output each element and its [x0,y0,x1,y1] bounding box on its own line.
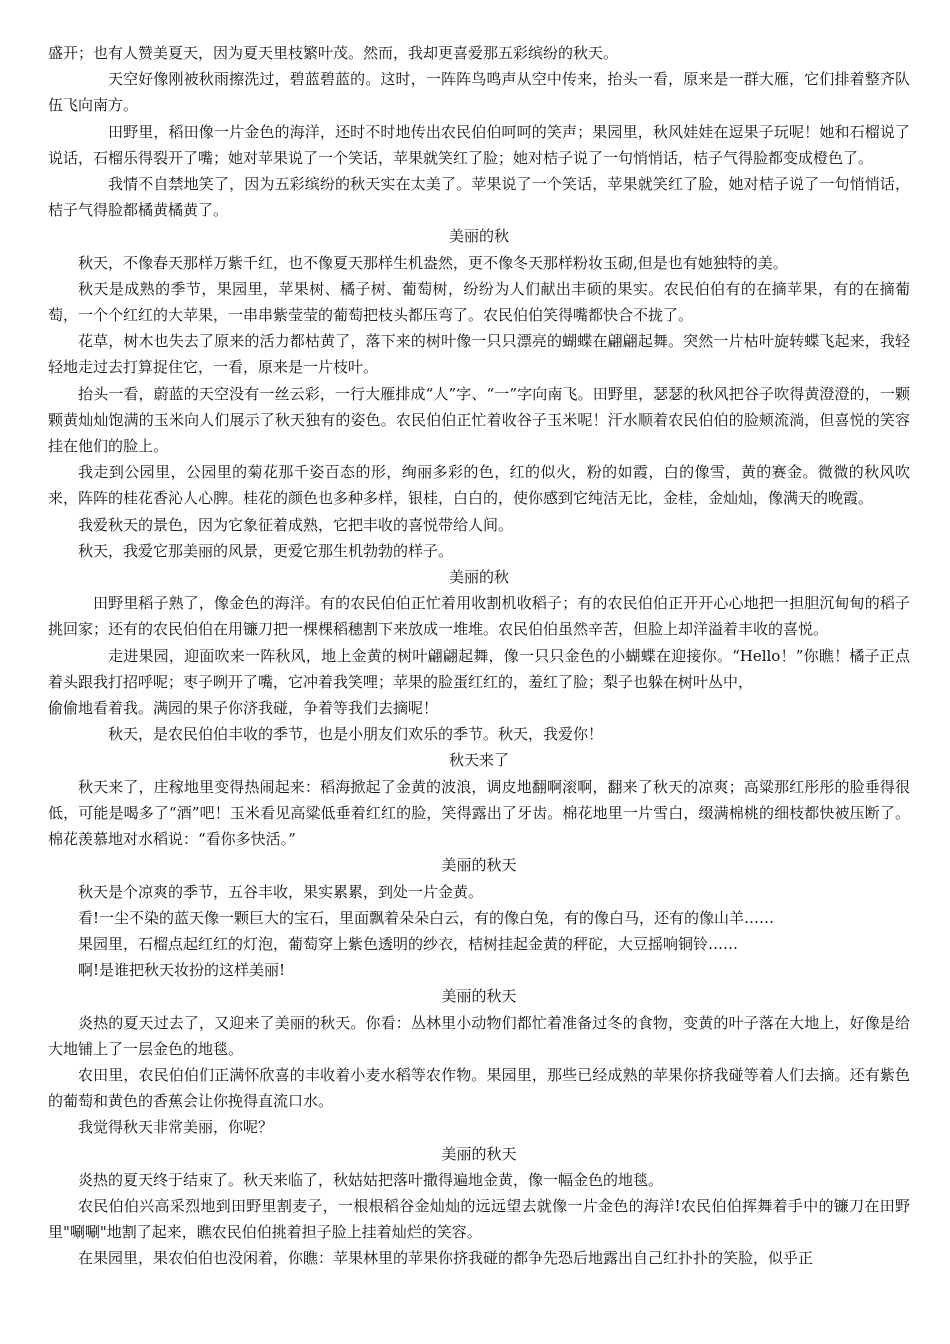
paragraph: 盛开；也有人赞美夏天，因为夏天里枝繁叶茂。然而，我却更喜爱那五彩缤纷的秋天。 [48,44,619,62]
paragraph: 天空好像刚被秋雨擦洗过，碧蓝碧蓝的。这时，一阵阵鸟鸣声从空中传来，抬头一看，原来是一群大雁，它们排着整齐队伍飞向南方。 [48,70,910,115]
paragraph: 我走到公园里，公园里的菊花那千姿百态的形，绚丽多彩的色，红的似火，粉的如霞，白的像雪，黄的赛金。微微的秋风吹来，阵阵的桂花香沁人心脾。桂花的颜色也多种多样，银桂，白白的，使你感到它纯洁无比，金桂，金灿灿，像满天的晚霞。 [48,463,910,508]
paragraph: 果园里，石榴点起红红的灯泡，葡萄穿上紫色透明的纱衣，桔树挂起金黄的秤砣，大豆摇响铜铃…… [78,934,739,953]
paragraph: 秋天来了，庄稼地里变得热闹起来：稻海掀起了金黄的波浪，调皮地翻啊滚啊，翻来了秋天的凉爽；高粱那红彤彤的脸垂得很低，可能是喝多了“酒”吧！玉米看见高粱低垂着红红的脸，笑得露出了牙齿。棉花地里一片雪白，缀满棉桃的细枝都快被压断了。棉花羡慕地对水稻说：“看你多快活。” [48,777,910,849]
section-heading: 美丽的秋天 [441,987,517,1006]
paragraph: 秋天是个凉爽的季节，五谷丰收，果实累累，到处一片金黄。 [78,882,484,901]
section-heading: 美丽的秋 [448,227,509,246]
paragraph: 我觉得秋天非常美丽，你呢？ [78,1118,274,1137]
document-page [48,40,910,1272]
paragraph: 农田里，农民伯伯们正满怀欣喜的丰收着小麦水稻等农作物。果园里，那些已经成熟的苹果你挤我碰等着人们去摘。还有紫色的葡萄和黄色的香蕉会让你挽得直流口水。 [48,1065,910,1111]
paragraph: 炎热的夏天终于结束了。秋天来临了，秋姑姑把落叶撒得遍地金黄，像一幅金色的地毯。 [78,1170,664,1189]
section-heading: 美丽的秋天 [441,1144,517,1163]
paragraph: 田野里稻子熟了，像金色的海洋。有的农民伯伯正忙着用收割机收稻子；有的农民伯伯正开开心心地把一担胆沉甸甸的稻子挑回家；还有的农民伯伯在用镰刀把一棵棵稻穗割下来放成一堆堆。农民伯伯虽然辛苦，但脸上却洋溢着丰收的喜悦。 [48,594,910,639]
section-heading: 美丽的秋 [448,568,509,587]
section-heading: 美丽的秋天 [441,856,517,875]
paragraph: 我情不自禁地笑了，因为五彩缤纷的秋天实在太美了。苹果说了一个笑话，苹果就笑红了脸，她对桔子说了一句悄悄话，桔子气得脸都橘黄橘黄了。 [48,175,910,220]
paragraph: 抬头一看，蔚蓝的天空没有一丝云彩，一行大雁排成“人”字、“一”字向南飞。田野里，瑟瑟的秋风把谷子吹得黄澄澄的，一颗颗黄灿灿饱满的玉米向人们展示了秋天独有的姿色。农民伯伯正忙着收谷子玉米呢！汗水顺着农民伯伯的脸颊流淌，但喜悦的笑容挂在他们的脸上。 [48,384,910,456]
paragraph: 偷偷地看着我。满园的果子你济我碰，争着等我们去摘呢！ [48,699,439,718]
paragraph: 秋天，不像春天那样万紫千红，也不像夏天那样生机盎然，更不像冬天那样粉妆玉砌,但是也有她独特的美。 [78,253,788,272]
paragraph: 在果园里，果农伯伯也没闲着，你瞧：苹果林里的苹果你挤我碰的都争先恐后地露出自己红扑扑的笑脸，似乎正 [78,1249,814,1268]
paragraph: 秋天是成熟的季节，果园里，苹果树、橘子树、葡萄树，纷纷为人们献出丰硕的果实。农民伯伯有的在摘苹果，有的在摘葡萄，一个个红红的大苹果，一串串紫莹莹的葡萄把枝头都压弯了。农民伯伯笑得嘴都快合不拢了。 [48,279,910,325]
paragraph: 花草，树木也失去了原来的活力都枯黄了，落下来的树叶像一只只漂亮的蝴蝶在翩翩起舞。突然一片枯叶旋转蝶飞起来，我轻轻地走过去打算捉住它，一看，原来是一片枝叶。 [48,332,910,377]
paragraph: 看!一尘不染的蓝天像一颗巨大的宝石，里面飘着朵朵白云，有的像白兔，有的像白马，还有的像山羊…… [78,908,775,927]
paragraph: 我爱秋天的景色，因为它象征着成熟，它把丰收的喜悦带给人间。 [78,515,514,534]
paragraph: 秋天，我爱它那美丽的风景，更爱它那生机勃勃的样子。 [78,541,454,560]
paragraph: 走进果园，迎面吹来一阵秋风，地上金黄的树叶翩翩起舞，像一只只金色的小蝴蝶在迎接你。“Hello！”你瞧！橘子正点着头跟我打招呼呢；枣子咧开了嘴，它冲着我笑哩；苹果的脸蛋红红的，羞红了脸；梨子也躲在树叶丛中， [48,646,910,691]
paragraph: 田野里，稻田像一片金色的海洋，还时不时地传出农民伯伯呵呵的笑声；果园里，秋风娃娃在逗果子玩呢！她和石榴说了说话，石榴乐得裂开了嘴；她对苹果说了一个笑话，苹果就笑红了脸；她对桔子说了一句悄悄话，桔子气得脸都变成橙色了。 [48,122,910,167]
paragraph: 秋天，是农民伯伯丰收的季节，也是小朋友们欢乐的季节。秋天，我爱你！ [108,725,604,744]
paragraph: 啊!是谁把秋天妆扮的这样美丽! [78,961,286,980]
paragraph: 农民伯伯兴高采烈地到田野里割麦子，一根根稻谷金灿灿的远远望去就像一片金色的海洋!农民伯伯挥舞着手中的镰刀在田野里"唰唰"地割了起来，瞧农民伯伯挑着担子脸上挂着灿烂的笑容。 [48,1196,910,1242]
paragraph: 炎热的夏天过去了，又迎来了美丽的秋天。你看：丛林里小动物们都忙着准备过冬的食物，变黄的叶子落在大地上，好像是给大地铺上了一层金色的地毯。 [48,1013,910,1058]
section-heading: 秋天来了 [448,751,509,770]
